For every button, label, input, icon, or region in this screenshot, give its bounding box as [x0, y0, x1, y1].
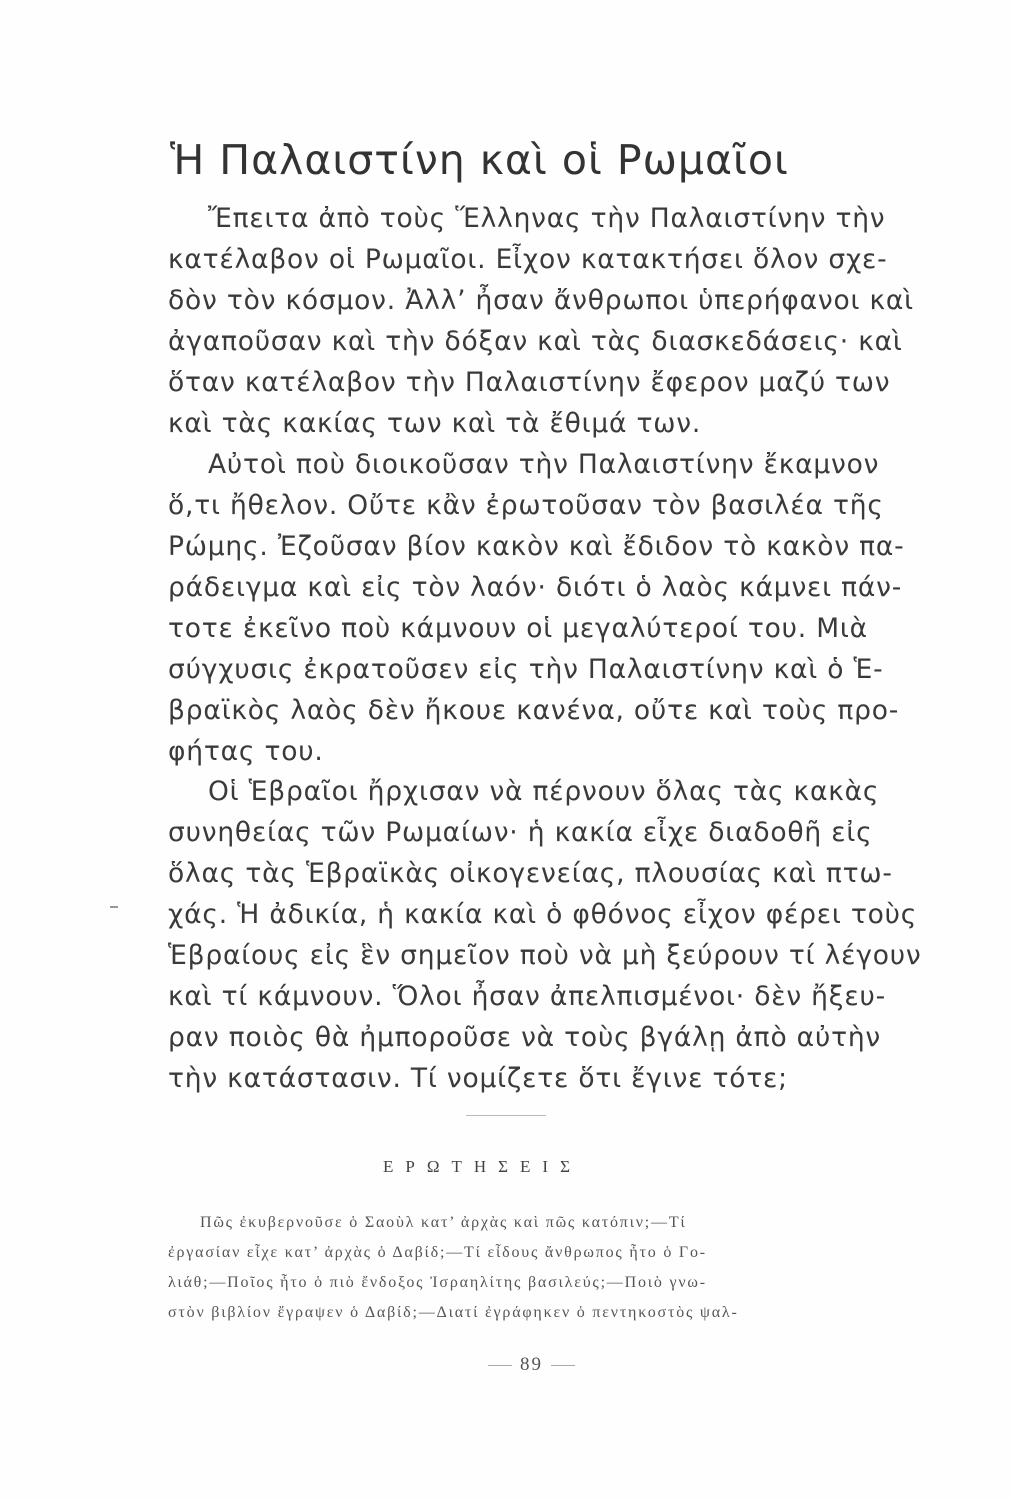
- question-line: στὸν βιβλίον ἔγραψεν ὁ Δαβίδ;—Διατί ἐγράφηκεν ὁ πεντηκοστὸς ψαλ-: [168, 1304, 739, 1321]
- page-number-dash-right: [551, 1365, 575, 1366]
- question-line: Πῶς ἐκυβερνοῦσε ὁ Σαοὺλ κατ’ ἀρχὰς καὶ πῶς κατόπιν;—Τί: [200, 1214, 687, 1231]
- text-line: βραϊκὸς λαὸς δὲν ἤκουε κανένα, οὔτε καὶ τοὺς προ-: [168, 695, 900, 726]
- paragraph-2: [168, 444, 908, 772]
- text-line: καὶ τί κάμνουν. Ὅλοι ἦσαν ἀπελπισμένοι· δὲν ἤξευ-: [168, 981, 886, 1012]
- question-line: λιάθ;—Ποῖος ἦτο ὁ πιὸ ἔνδοξος Ἰσραηλίτης βασιλεύς;—Ποιὸ γνω-: [168, 1274, 707, 1291]
- margin-mark: [110, 906, 118, 908]
- text-line: Ρώμης. Ἐζοῦσαν βίον κακὸν καὶ ἔδιδον τὸ κακὸν πα-: [168, 531, 905, 562]
- text-line: ὅλας τὰς Ἑβραϊκὰς οἰκογενείας, πλουσίας καὶ πτω-: [168, 858, 893, 889]
- text-line: Ἑβραίους εἰς ἓν σημεῖον ποὺ νὰ μὴ ξεύρουν τί λέγουν: [168, 940, 922, 971]
- questions-heading: ΕΡΩΤΗΣΕΙΣ: [383, 1157, 582, 1176]
- text-line: τὴν κατάστασιν. Τί νομίζετε ὅτι ἔγινε τότε;: [168, 1063, 788, 1094]
- text-line: χάς. Ἡ ἀδικία, ἡ κακία καὶ ὁ φθόνος εἶχον φέρει τοὺς: [168, 899, 918, 930]
- text-line: φήτας του.: [168, 736, 324, 767]
- chapter-title: Ἡ Παλαιστίνη καὶ οἱ Ρωμαῖοι: [170, 136, 789, 184]
- text-line: Αὐτοὶ ποὺ διοικοῦσαν τὴν Παλαιστίνην ἔκαμνον: [208, 449, 880, 480]
- questions-block: [168, 1208, 908, 1328]
- text-line: τοτε ἐκεῖνο ποὺ κάμνουν οἱ μεγαλύτεροί του. Μιὰ: [168, 613, 868, 644]
- text-line: ράδειγμα καὶ εἰς τὸν λαόν· διότι ὁ λαὸς κάμνει πάν-: [168, 572, 903, 603]
- page-number-dash-left: [488, 1365, 512, 1366]
- text-line: ὅ,τι ἤθελον. Οὔτε κἂν ἐρωτοῦσαν τὸν βασιλέα τῆς: [168, 490, 884, 521]
- text-line: δὸν τὸν κόσμον. Ἀλλ’ ἦσαν ἄνθρωποι ὑπερήφανοι καὶ: [168, 285, 914, 316]
- paragraph-3: [168, 771, 922, 1099]
- text-line: καὶ τὰς κακίας των καὶ τὰ ἔθιμά των.: [168, 408, 702, 439]
- text-line: Οἱ Ἑβραῖοι ἤρχισαν νὰ πέρνουν ὅλας τὰς κακὰς: [208, 776, 880, 807]
- page-number: 89: [520, 1354, 543, 1375]
- paragraph-1: [168, 198, 914, 444]
- page-number-footer: [480, 1354, 583, 1376]
- text-line: ραν ποιὸς θὰ ἠμποροῦσε νὰ τοὺς βγάλῃ ἀπὸ αὐτὴν: [168, 1022, 882, 1053]
- text-line: κατέλαβον οἱ Ρωμαῖοι. Εἶχον κατακτήσει ὅλον σχε-: [168, 244, 888, 275]
- text-line: Ἔπειτα ἀπὸ τοὺς Ἕλληνας τὴν Παλαιστίνην τὴν: [208, 203, 886, 234]
- section-divider: [466, 1115, 546, 1116]
- text-line: ὅταν κατέλαβον τὴν Παλαιστίνην ἔφερον μαζύ των: [168, 367, 891, 398]
- text-line: ἀγαποῦσαν καὶ τὴν δόξαν καὶ τὰς διασκεδάσεις· καὶ: [168, 326, 903, 357]
- question-line: ἐργασίαν εἶχε κατ’ ἀρχὰς ὁ Δαβίδ;—Τί εἶδους ἄνθρωπος ἦτο ὁ Γο-: [168, 1244, 707, 1261]
- text-line: συνηθείας τῶν Ρωμαίων· ἡ κακία εἶχε διαδοθῆ εἰς: [168, 817, 873, 848]
- text-line: σύγχυσις ἐκρατοῦσεν εἰς τὴν Παλαιστίνην καὶ ὁ Ἑ-: [168, 654, 884, 685]
